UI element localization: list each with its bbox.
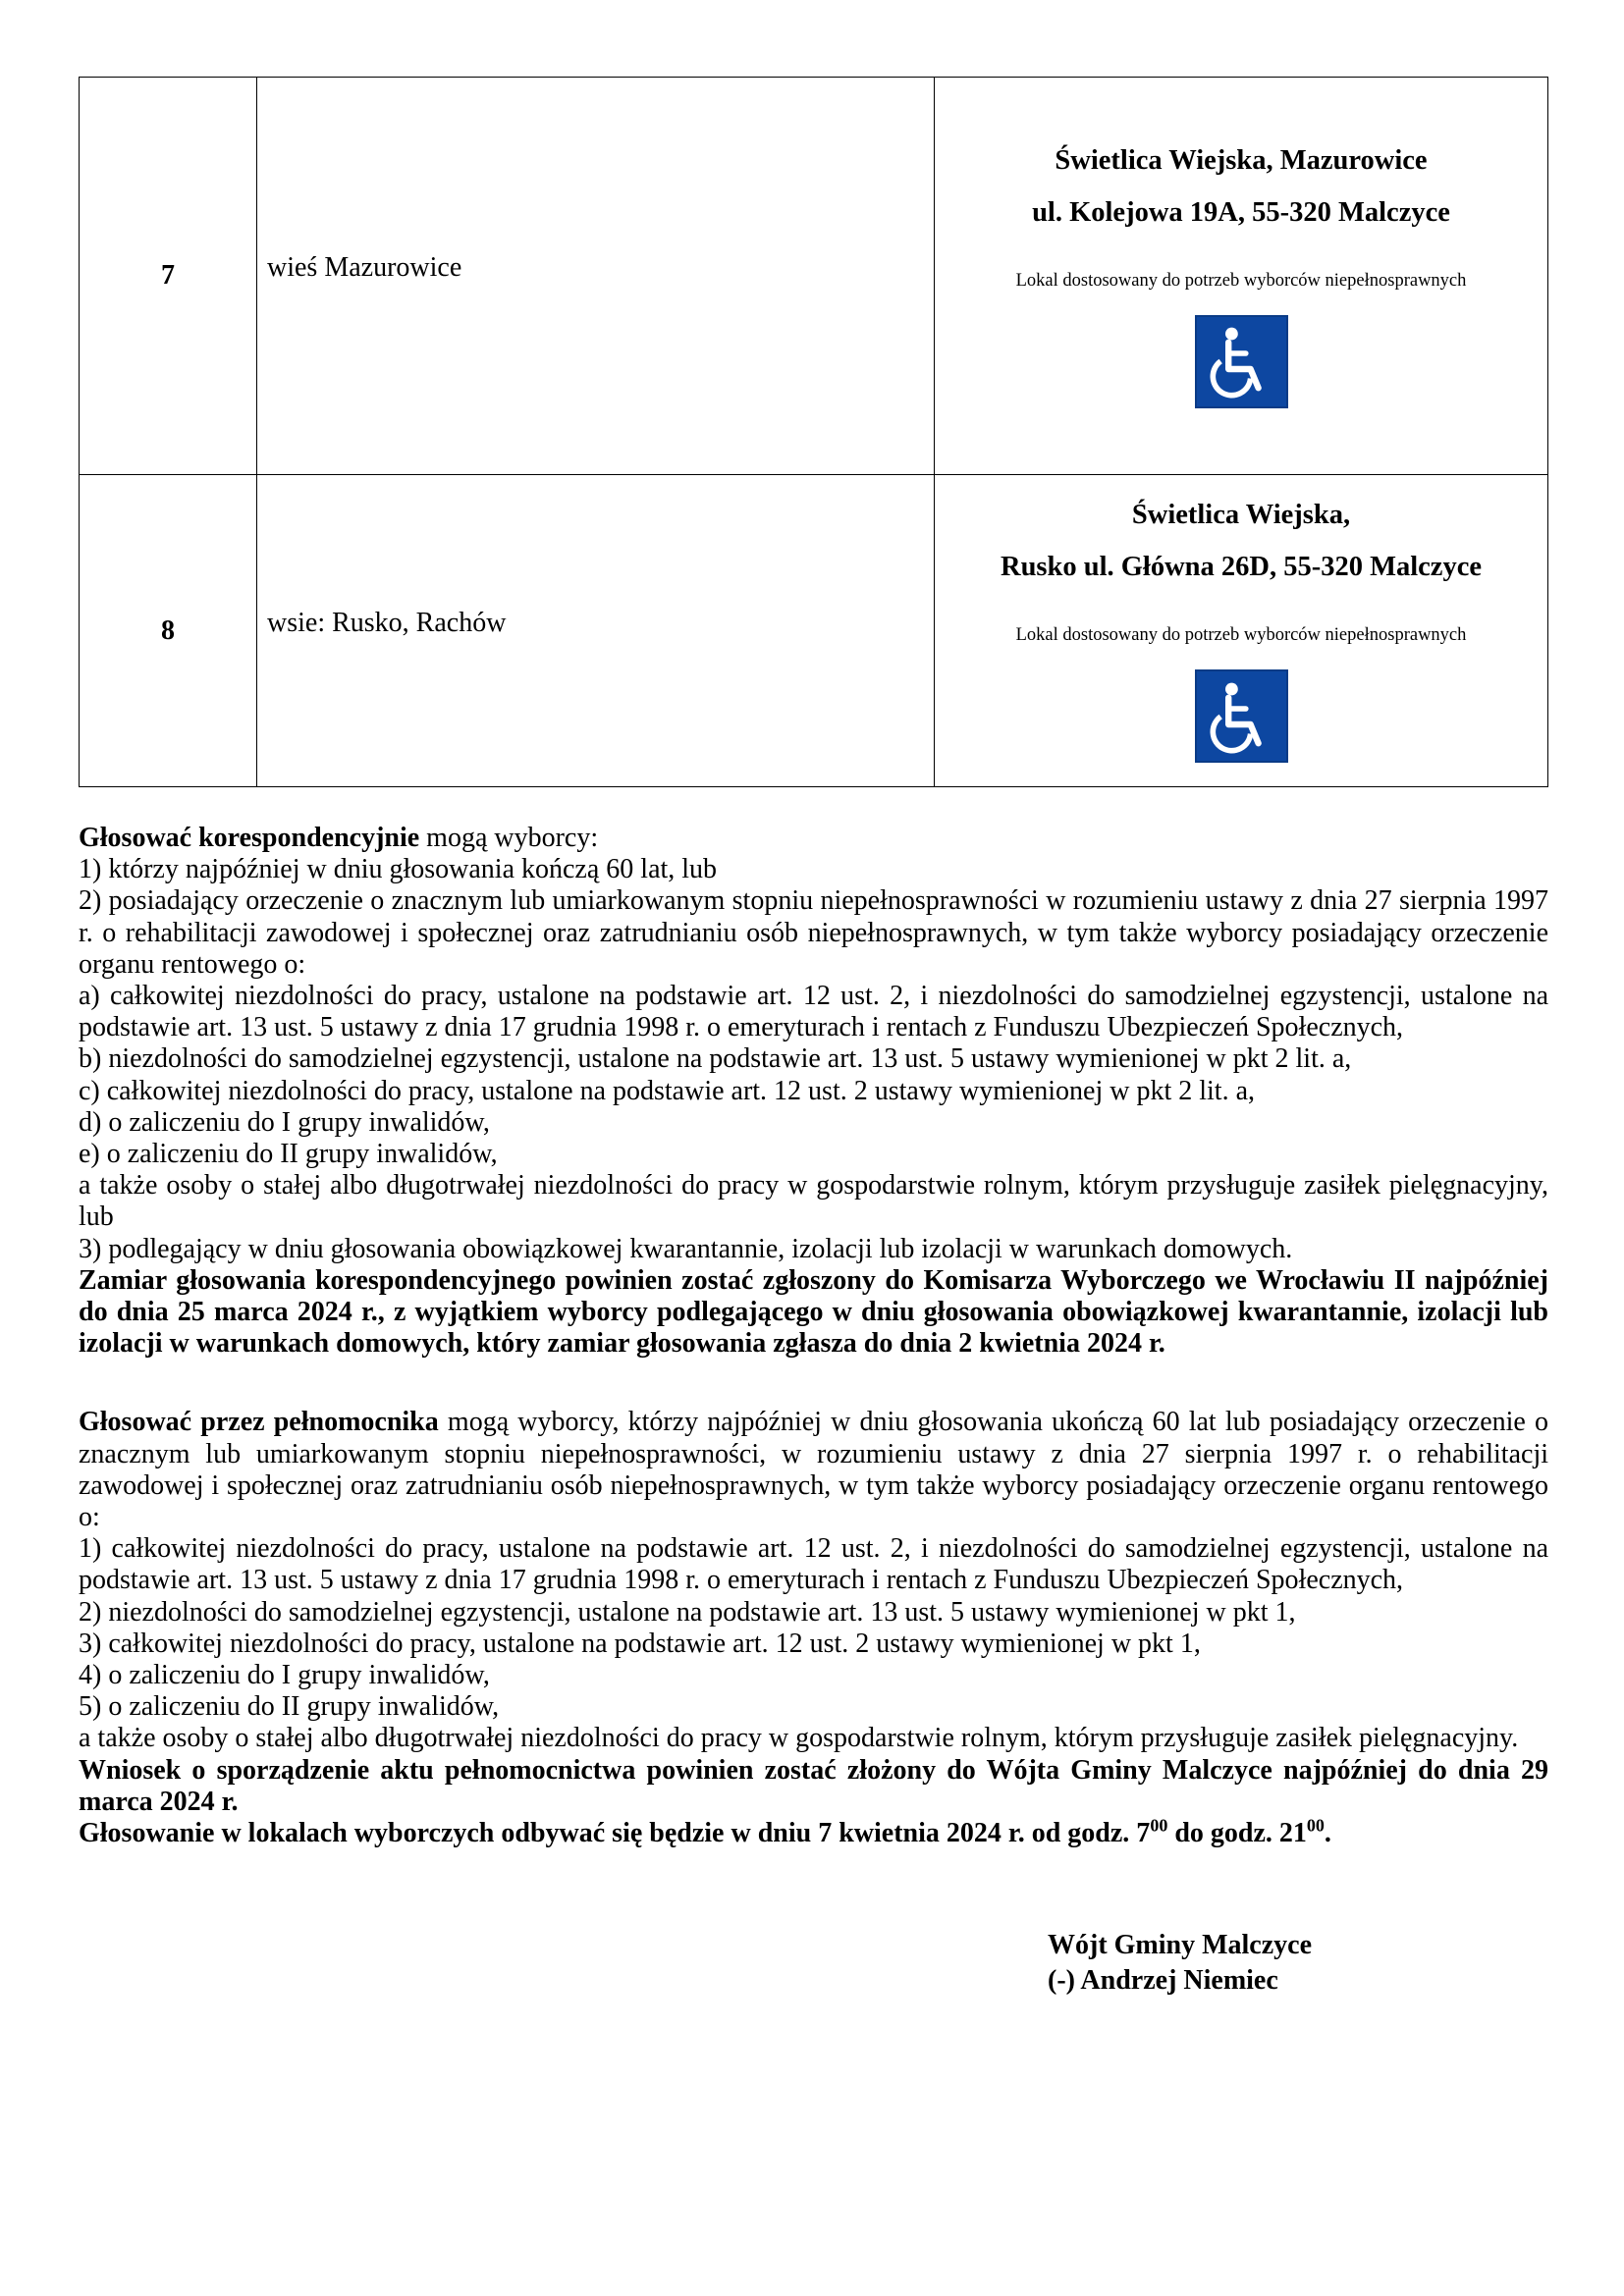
voting-hours-text: Głosowanie w lokalach wyborczych odbywać się będzie w dniu 7 kwietnia 2024 r. od godz. 7 (79, 1818, 1151, 1849)
voting-hours (79, 1815, 1548, 1849)
table-row (80, 475, 1548, 787)
list-item: 2) niezdolności do samodzielnej egzystencji, ustalone na podstawie art. 13 ust. 5 ustawy wymienionej w pkt 1, (79, 1596, 1296, 1628)
venue-name: Świetlica Wiejska, Mazurowice (1055, 144, 1428, 176)
wheelchair-icon (1195, 669, 1288, 763)
accessibility-note: Lokal dostosowany do potrzeb wyborców niepełnosprawnych (1015, 625, 1467, 645)
notice-body (79, 823, 1548, 1849)
document-page (79, 77, 1548, 1999)
venue-address: Rusko ul. Główna 26D, 55-320 Malczyce (1000, 552, 1483, 582)
list-item: 1) którzy najpóźniej w dniu głosowania kończą 60 lat, lub (79, 854, 718, 885)
voting-hours-end: . (1324, 1818, 1331, 1849)
correspondence-voting-section (79, 823, 1548, 1265)
list-item: 4) o zaliczeniu do I grupy inwalidów, (79, 1660, 490, 1691)
circuit-number: 7 (80, 78, 257, 475)
list-item: c) całkowitej niezdolności do pracy, ustalone na podstawie art. 12 ust. 2 ustawy wymienionej w pkt 2 lit. a, (79, 1075, 1256, 1106)
table-row (80, 78, 1548, 475)
circuit-area-text: wsie: Rusko, Rachów (267, 607, 507, 638)
list-item: 1) całkowitej niezdolności do pracy, ustalone na podstawie art. 12 ust. 2, i niezdolności do samodzielnej egzystencji, ustalone na podstawie art. 13 ust. 5 ustawy z dnia 17 grudnia 1998 r. o emeryturach i rentach z Funduszu Ubezpieczeń Społecznych, (79, 1533, 1548, 1596)
signature-block (1048, 1928, 1548, 1999)
list-item: a także osoby o stałej albo długotrwałej niezdolności do pracy w gospodarstwie rolnym, którym przysługuje zasiłek pielęgnacyjny. (79, 1723, 1519, 1754)
correspondence-lead-bold: Głosować korespondencyjnie (79, 823, 420, 853)
list-item: 2) posiadający orzeczenie o znacznym lub umiarkowanym stopniu niepełnosprawności w rozumieniu ustawy z dnia 27 sierpnia 1997 r. o rehabilitacji zawodowej i społecznej oraz zatrudnianiu osób niepełnosprawnych, w tym także wyborcy posiadający orzeczenie organu rentowego o: (79, 885, 1548, 980)
circuit-area (257, 78, 935, 475)
proxy-lead (79, 1407, 1548, 1533)
venue-name: Świetlica Wiejska, (1131, 500, 1351, 530)
polling-stations-table (79, 77, 1548, 787)
list-item: 5) o zaliczeniu do II grupy inwalidów, (79, 1691, 500, 1723)
voting-start-minutes: 00 (1150, 1815, 1168, 1836)
correspondence-lead-rest: mogą wyborcy: (419, 823, 599, 853)
list-item: 3) podlegający w dniu głosowania obowiązkowej kwarantannie, izolacji lub izolacji w warunkach domowych. (79, 1233, 1293, 1264)
circuit-area (257, 475, 935, 787)
circuit-venue (935, 475, 1548, 787)
circuit-venue (935, 78, 1548, 475)
voting-hours-middle: do godz. 21 (1167, 1818, 1307, 1849)
wheelchair-icon (1195, 315, 1288, 408)
list-item: e) o zaliczeniu do II grupy inwalidów, (79, 1139, 498, 1170)
list-item: 3) całkowitej niezdolności do pracy, ustalone na podstawie art. 12 ust. 2 ustawy wymienionej w pkt 1, (79, 1628, 1201, 1659)
signatory-name: (-) Andrzej Niemiec (1048, 1965, 1278, 1997)
signatory-title: Wójt Gminy Malczyce (1048, 1930, 1313, 1961)
proxy-deadline: Wniosek o sporządzenie aktu pełnomocnictwa powinien zostać złożony do Wójta Gminy Malczyce najpóźniej do dnia 29 marca 2024 r. (79, 1754, 1548, 1817)
list-item: a) całkowitej niezdolności do pracy, ustalone na podstawie art. 12 ust. 2, i niezdolności do samodzielnej egzystencji, ustalone na podstawie art. 13 ust. 5 ustawy z dnia 17 grudnia 1998 r. o emeryturach i rentach z Funduszu Ubezpieczeń Społecznych, (79, 981, 1548, 1043)
voting-end-minutes: 00 (1306, 1815, 1325, 1836)
accessibility-note: Lokal dostosowany do potrzeb wyborców niepełnosprawnych (1015, 270, 1467, 291)
list-item: d) o zaliczeniu do I grupy inwalidów, (79, 1106, 490, 1138)
proxy-lead-bold: Głosować przez pełnomocnika (79, 1407, 439, 1438)
venue-address: ul. Kolejowa 19A, 55-320 Malczyce (1032, 196, 1450, 228)
correspondence-deadline: Zamiar głosowania korespondencyjnego powinien zostać zgłoszony do Komisarza Wyborczego we Wrocławiu II najpóźniej do dnia 25 marca 2024 r., z wyjątkiem wyborcy podlegającego w dniu głosowania obowiązkowej kwarantannie, izolacji lub izolacji w warunkach domowych, który zamiar głosowania zgłasza do dnia 2 kwietnia 2024 r. (79, 1264, 1548, 1360)
list-item: b) niezdolności do samodzielnej egzystencji, ustalone na podstawie art. 13 ust. 5 ustawy wymienionej w pkt 2 lit. a, (79, 1043, 1352, 1075)
circuit-area-text: wieś Mazurowice (267, 252, 462, 283)
correspondence-lead (79, 823, 1548, 854)
proxy-lead-rest: mogą wyborcy, którzy najpóźniej w dniu głosowania ukończą 60 lat lub posiadający orzeczenie o znacznym lub umiarkowanym stopniu niepełnosprawności, w rozumieniu ustawy z dnia 27 sierpnia 1997 r. o rehabilitacji zawodowej i społecznej oraz zatrudnianiu osób niepełnosprawnych, w tym także wyborcy posiadający orzeczenie organu rentowego o: (79, 1407, 1548, 1533)
proxy-voting-section (79, 1407, 1548, 1754)
list-item: a także osoby o stałej albo długotrwałej niezdolności do pracy w gospodarstwie rolnym, którym przysługuje zasiłek pielęgnacyjny, lub (79, 1170, 1548, 1233)
circuit-number: 8 (80, 475, 257, 787)
